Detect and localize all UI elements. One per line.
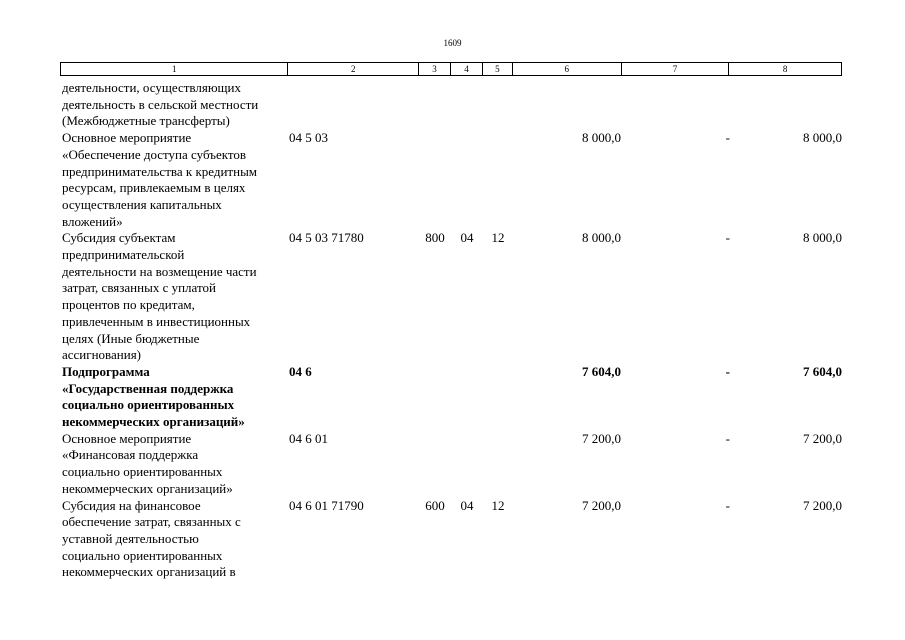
row-col-7: - (725, 130, 730, 146)
row-col-4: 04 (460, 497, 474, 513)
row-col-8 (730, 80, 842, 130)
row-col-7: - (725, 430, 730, 446)
description-line: социально ориентированных (62, 397, 235, 413)
row-col-5: 12 (491, 497, 505, 513)
table-row (60, 130, 842, 230)
table-row (60, 364, 842, 431)
row-description (60, 230, 288, 364)
row-description (60, 80, 288, 130)
row-col-3 (419, 130, 451, 230)
row-col-4 (451, 364, 483, 431)
description-line: «Обеспечение доступа субъектов (62, 146, 247, 162)
description-line: затрат, связанных с уплатой (62, 280, 216, 296)
row-col-4 (451, 431, 483, 498)
row-col-8: 7 200,0 (803, 430, 842, 446)
description-line: обеспечение затрат, связанных с (62, 514, 241, 530)
header-col-6: 6 (513, 63, 622, 75)
description-line: некоммерческих организаций» (62, 480, 233, 496)
table-body (60, 80, 842, 581)
description-line: уставной деятельностью (62, 530, 199, 546)
description-line: предпринимательства к кредитным (62, 163, 258, 179)
header-col-1: 1 (61, 63, 288, 75)
row-col-7: - (725, 230, 730, 246)
description-line: «Финансовая поддержка (62, 447, 199, 463)
row-description (60, 431, 288, 498)
row-col-8: 8 000,0 (803, 130, 842, 146)
table-header (60, 62, 842, 76)
table-row (60, 498, 842, 582)
description-line: социально ориентированных (62, 547, 223, 563)
row-col-5 (483, 431, 513, 498)
row-col-4: 04 (460, 230, 474, 246)
row-description (60, 498, 288, 582)
row-description (60, 364, 288, 431)
row-col-6 (513, 80, 622, 130)
row-col-3 (419, 364, 451, 431)
description-line: ресурсам, привлекаемым в целях (62, 180, 246, 196)
page-number: 1609 (443, 38, 462, 48)
row-col-3: 600 (425, 497, 445, 513)
row-col-7: - (725, 497, 730, 513)
row-code: 04 5 03 (289, 130, 328, 146)
row-col-6: 8 000,0 (582, 130, 621, 146)
row-code (288, 80, 419, 130)
header-col-5: 5 (483, 63, 513, 75)
row-code: 04 6 01 71790 (289, 497, 364, 513)
header-col-3: 3 (419, 63, 451, 75)
row-col-5 (483, 364, 513, 431)
row-code: 04 5 03 71780 (289, 230, 364, 246)
row-col-7: - (725, 363, 730, 379)
table-row (60, 230, 842, 364)
row-col-6: 7 200,0 (582, 430, 621, 446)
row-col-5 (483, 130, 513, 230)
row-col-7 (622, 80, 730, 130)
description-line: осуществления капитальных (62, 196, 222, 212)
row-col-5 (483, 80, 513, 130)
description-line: «Государственная поддержка (62, 380, 234, 396)
description-line: Подпрограмма (62, 363, 150, 379)
row-col-4 (451, 130, 483, 230)
description-line: (Межбюджетные трансферты) (62, 113, 230, 129)
description-line: Основное мероприятие (62, 130, 192, 146)
header-col-8: 8 (782, 64, 788, 74)
row-code: 04 6 (289, 363, 312, 379)
row-col-8: 8 000,0 (803, 230, 842, 246)
table-row (60, 431, 842, 498)
description-line: некоммерческих организаций в (62, 564, 236, 580)
row-col-8: 7 604,0 (803, 363, 842, 379)
header-col-7: 7 (622, 63, 730, 75)
row-col-3: 800 (425, 230, 445, 246)
row-code: 04 6 01 (289, 430, 328, 446)
row-col-3 (419, 80, 451, 130)
header-col-4: 4 (451, 63, 483, 75)
description-line: привлеченным в инвестиционных (62, 313, 251, 329)
description-line: некоммерческих организаций» (62, 414, 245, 430)
description-line: ассигнования) (62, 347, 142, 363)
description-line: процентов по кредитам, (62, 297, 195, 313)
row-col-6: 7 200,0 (582, 497, 621, 513)
description-line: деятельности, осуществляющих (62, 80, 242, 95)
table-row (60, 80, 842, 130)
row-col-3 (419, 431, 451, 498)
description-line: Субсидия на финансовое (62, 497, 201, 513)
description-line: социально ориентированных (62, 464, 223, 480)
description-line: вложений» (62, 213, 123, 229)
row-col-6: 8 000,0 (582, 230, 621, 246)
description-line: деятельность в сельской местности (62, 96, 259, 112)
row-col-6: 7 604,0 (582, 363, 621, 379)
description-line: деятельности на возмещение части (62, 263, 257, 279)
header-col-2: 2 (288, 63, 419, 75)
row-col-8: 7 200,0 (803, 497, 842, 513)
description-line: целях (Иные бюджетные (62, 330, 200, 346)
row-description (60, 130, 288, 230)
row-col-5: 12 (491, 230, 505, 246)
row-col-4 (451, 80, 483, 130)
description-line: Субсидия субъектам (62, 230, 176, 246)
description-line: предпринимательской (62, 247, 185, 263)
description-line: Основное мероприятие (62, 430, 192, 446)
